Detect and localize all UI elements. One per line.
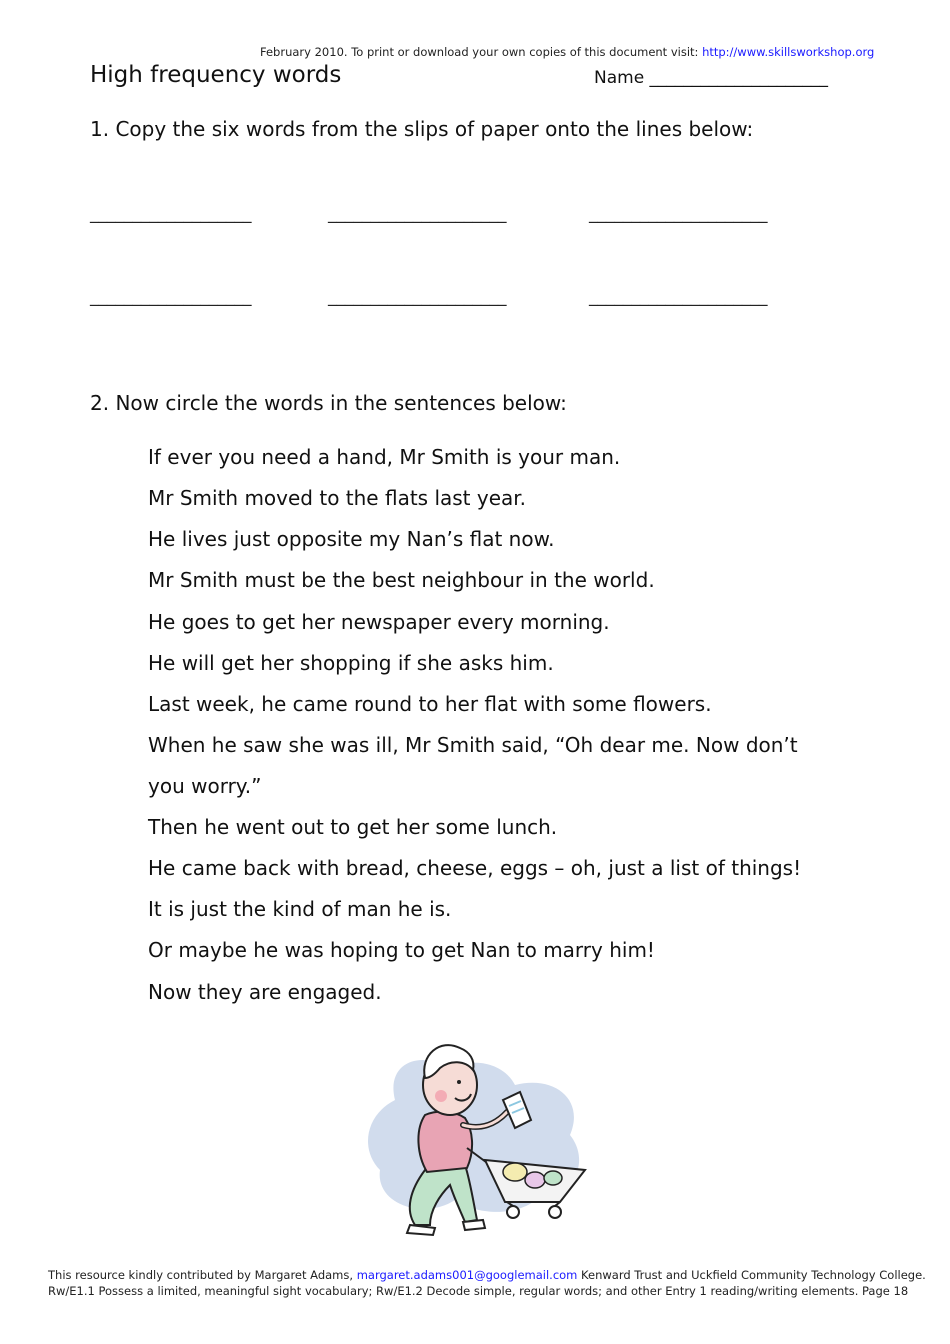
cart-wheel bbox=[507, 1206, 519, 1218]
header-note bbox=[260, 45, 874, 59]
shirt bbox=[418, 1112, 472, 1172]
sentence: you worry.” bbox=[148, 774, 262, 798]
answer-line: ___________________ bbox=[90, 287, 252, 307]
footer-email-link[interactable]: margaret.adams001@googlemail.com bbox=[356, 1268, 578, 1282]
sentence: If ever you need a hand, Mr Smith is your man. bbox=[148, 445, 621, 469]
footer-credit bbox=[48, 1268, 926, 1282]
sentence: He goes to get her newspaper every morning. bbox=[148, 610, 610, 634]
sentence: Last week, he came round to her flat with some flowers. bbox=[148, 692, 712, 716]
answer-line: _____________________ bbox=[328, 204, 507, 224]
footer-credit-text: This resource kindly contributed by Margaret Adams, bbox=[48, 1268, 357, 1282]
name-field-label: Name _____________________ bbox=[594, 68, 829, 88]
eye bbox=[457, 1080, 461, 1084]
header-link[interactable]: http://www.skillsworkshop.org bbox=[702, 45, 875, 59]
cheek bbox=[435, 1090, 447, 1102]
footer-credit-suffix: Kenward Trust and Uckfield Community Technology College. bbox=[577, 1268, 926, 1282]
shoe-left bbox=[407, 1225, 435, 1235]
man-with-shopping-cart-illustration bbox=[355, 1030, 595, 1240]
sentence: Or maybe he was hoping to get Nan to marry him! bbox=[148, 938, 655, 962]
footer-standards: Rw/E1.1 Possess a limited, meaningful sight vocabulary; Rw/E1.2 Decode simple, regular words; and other Entry 1 reading/writing elements. bbox=[48, 1284, 859, 1298]
cart-wheel bbox=[549, 1206, 561, 1218]
sentence: He came back with bread, cheese, eggs – oh, just a list of things! bbox=[148, 856, 802, 880]
sentence: Then he went out to get her some lunch. bbox=[148, 815, 558, 839]
cart-goods bbox=[525, 1172, 545, 1188]
sentence: He will get her shopping if she asks him. bbox=[148, 651, 554, 675]
shoe-right bbox=[463, 1220, 485, 1230]
answer-line: _____________________ bbox=[328, 287, 507, 307]
page-number: Page 18 bbox=[862, 1284, 909, 1298]
sentence: When he saw she was ill, Mr Smith said, “Oh dear me. Now don’t bbox=[148, 733, 798, 757]
cart-goods bbox=[544, 1171, 562, 1185]
sentence: Now they are engaged. bbox=[148, 980, 382, 1004]
sentence: Mr Smith moved to the flats last year. bbox=[148, 486, 527, 510]
sentence: It is just the kind of man he is. bbox=[148, 897, 452, 921]
cart-goods bbox=[503, 1163, 527, 1181]
answer-line: _____________________ bbox=[589, 287, 768, 307]
answer-line: _____________________ bbox=[589, 204, 768, 224]
answer-line: ___________________ bbox=[90, 204, 252, 224]
question-2: 2. Now circle the words in the sentences below: bbox=[90, 391, 567, 415]
header-note-text: February 2010. To print or download your own copies of this document visit: bbox=[260, 45, 703, 59]
question-1: 1. Copy the six words from the slips of paper onto the lines below: bbox=[90, 117, 754, 141]
sentence: He lives just opposite my Nan’s flat now. bbox=[148, 527, 555, 551]
sentence: Mr Smith must be the best neighbour in the world. bbox=[148, 568, 655, 592]
page-title: High frequency words bbox=[90, 62, 342, 88]
